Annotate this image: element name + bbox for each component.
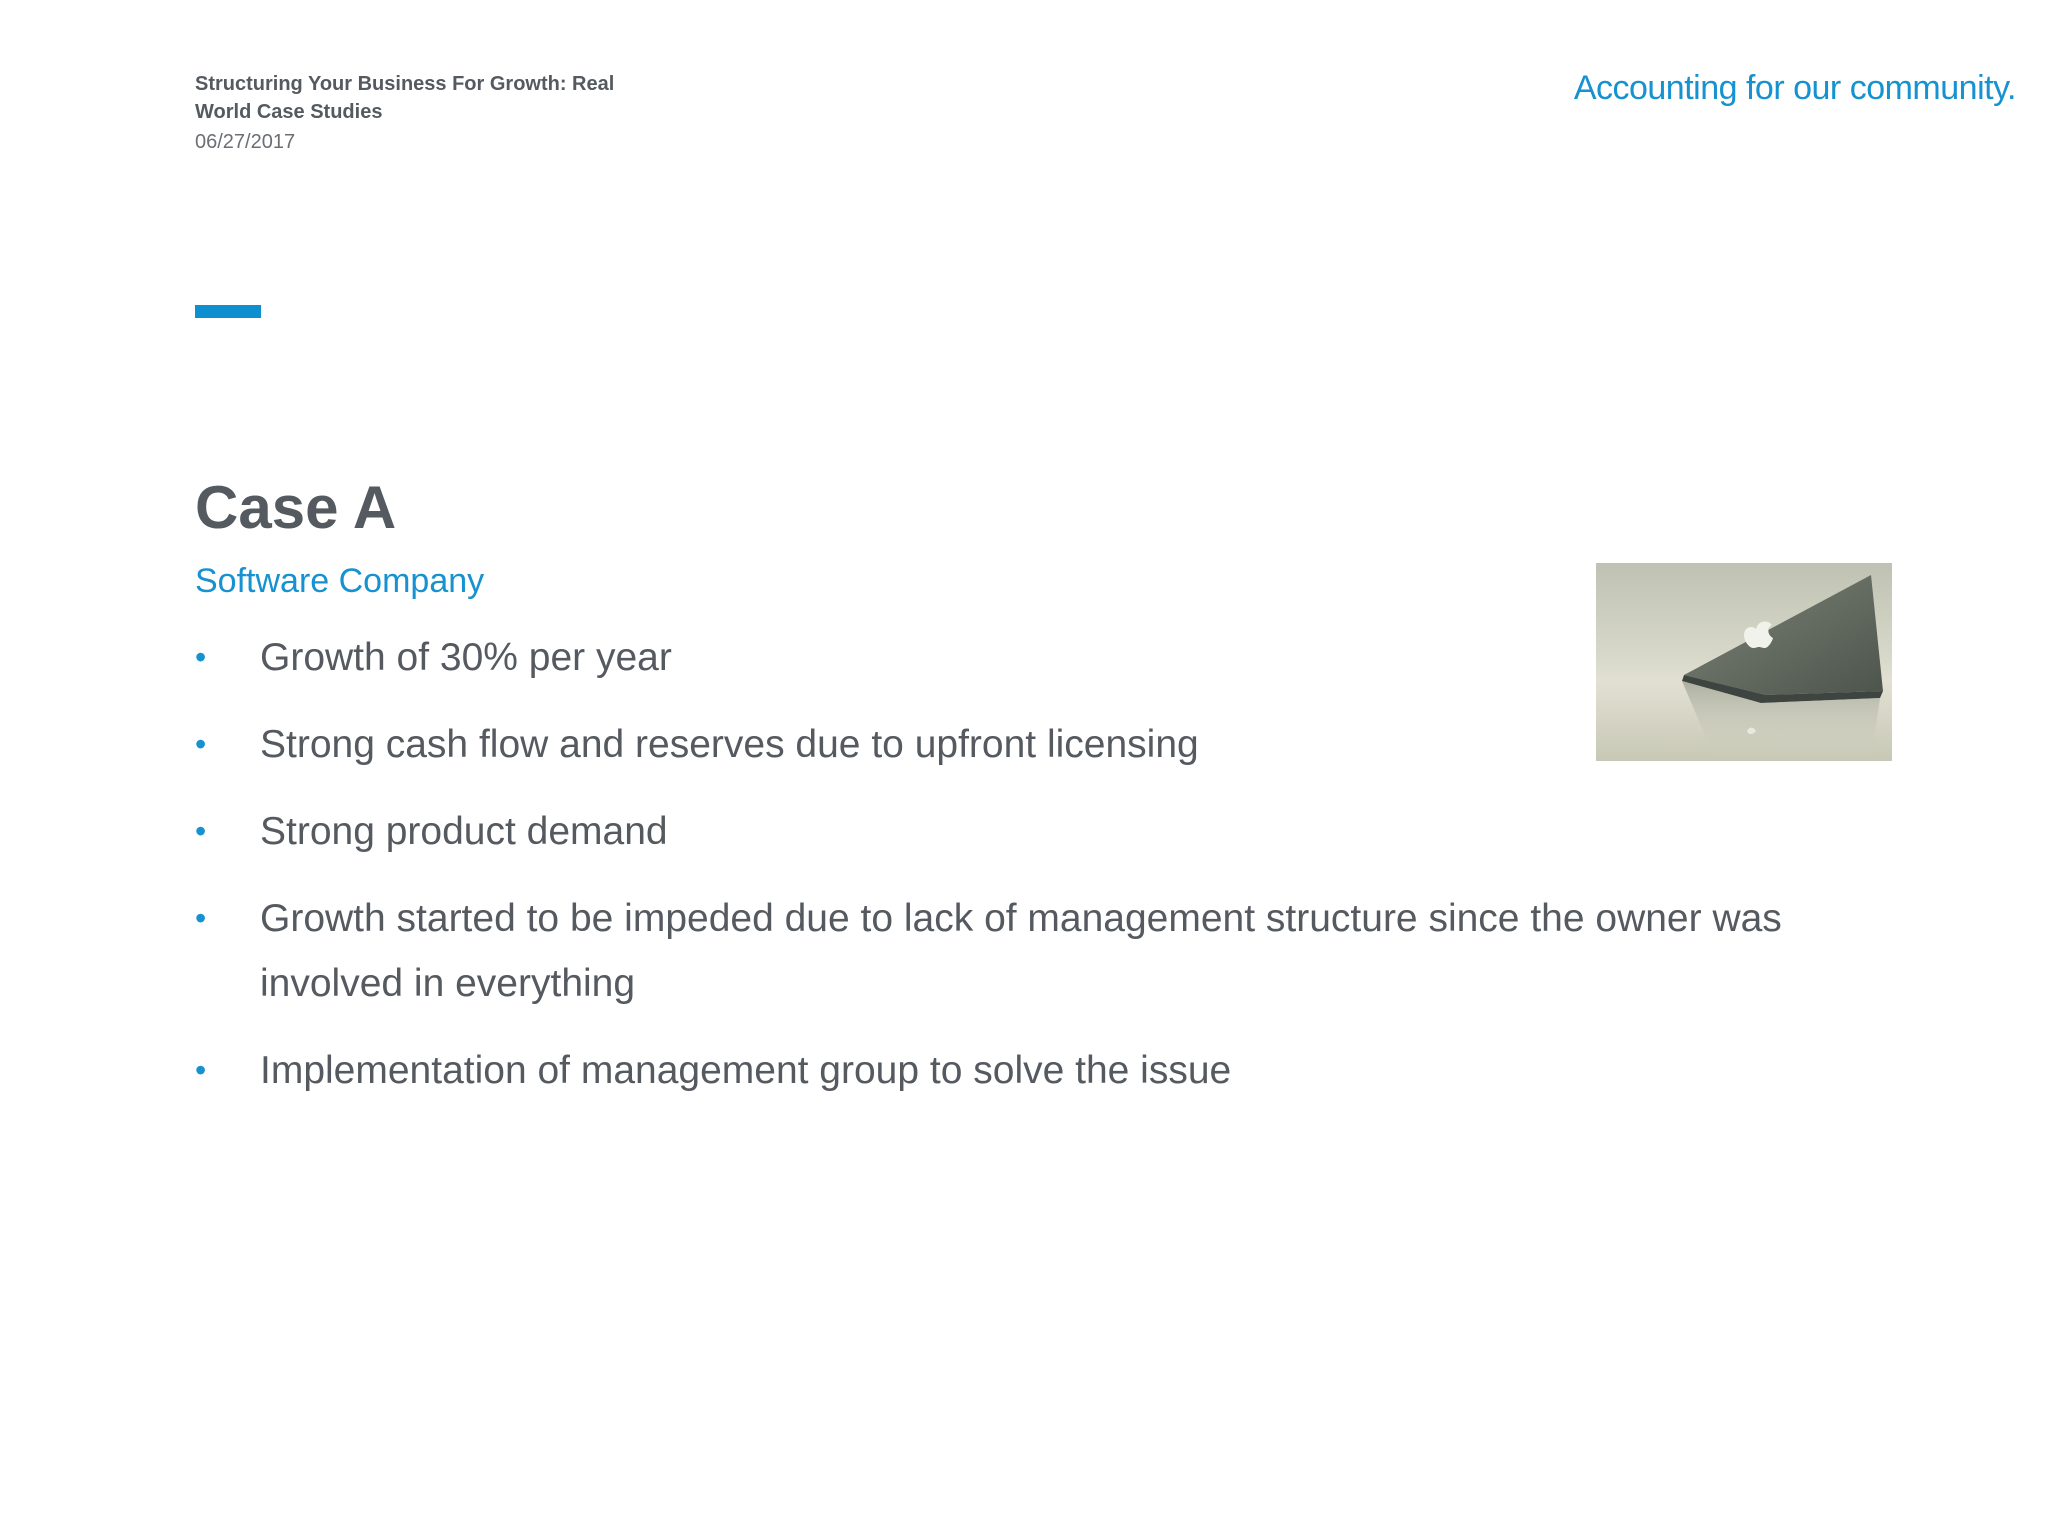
- bullet-item: [195, 1038, 1855, 1103]
- bullet-text: Strong cash flow and reserves due to upfront licensing: [260, 723, 1199, 766]
- presentation-title: Structuring Your Business For Growth: Real World Case Studies: [195, 73, 615, 123]
- presentation-date: 06/27/2017: [195, 131, 296, 153]
- accent-bar: [195, 305, 261, 318]
- bullet-item: [195, 799, 1855, 864]
- bullet-dot-icon: •: [195, 726, 207, 762]
- bullet-dot-icon: •: [195, 639, 207, 675]
- slide-title: Case A: [195, 474, 397, 541]
- laptop-photo: [1596, 563, 1892, 761]
- bullet-dot-icon: •: [195, 813, 207, 849]
- bullet-item: [195, 886, 1855, 1016]
- slide-subtitle: Software Company: [195, 562, 485, 600]
- bullet-text: Growth of 30% per year: [260, 636, 672, 679]
- bullet-dot-icon: •: [195, 900, 207, 936]
- bullet-text: Implementation of management group to solve the issue: [260, 1049, 1232, 1092]
- brand-logo-text: Accounting for our community.: [1573, 69, 2016, 107]
- bullet-dot-icon: •: [195, 1052, 207, 1088]
- bullet-text: Growth started to be impeded due to lack of management structure since the owner was involved in everything: [260, 897, 1782, 1005]
- laptop-icon: [1596, 563, 1892, 761]
- bullet-text: Strong product demand: [260, 810, 668, 853]
